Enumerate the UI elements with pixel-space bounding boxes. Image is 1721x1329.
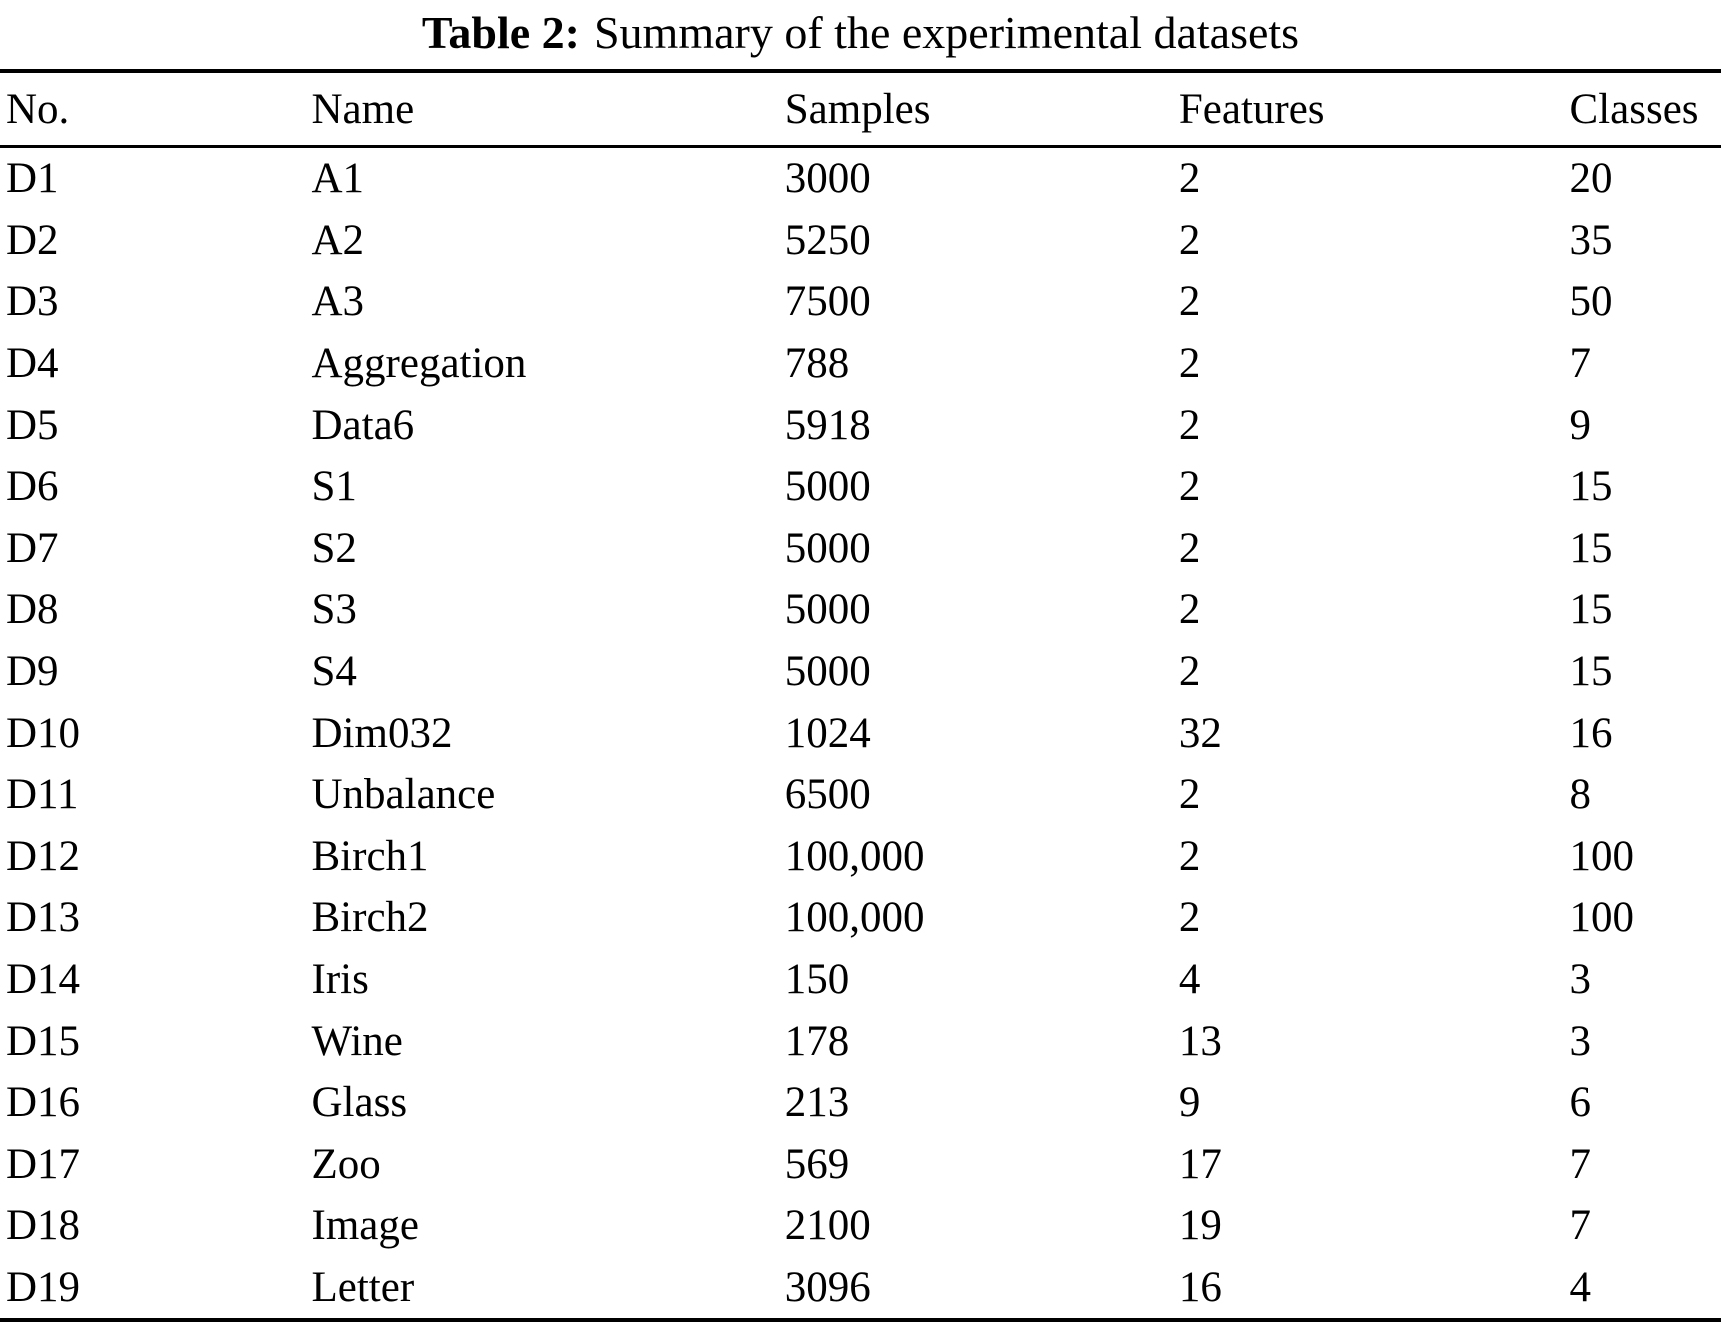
table-cell: 4 bbox=[1178, 956, 1201, 1004]
table-cell: 17 bbox=[1178, 1140, 1222, 1188]
table-cell: S1 bbox=[311, 463, 357, 511]
table-cell: 788 bbox=[784, 340, 850, 388]
table-cell: Aggregation bbox=[311, 340, 527, 388]
table-cell: D19 bbox=[6, 1263, 81, 1311]
table-cell: D13 bbox=[6, 894, 81, 942]
header-row bbox=[0, 71, 1721, 147]
table-cell: 5918 bbox=[784, 401, 871, 449]
table-cell: 15 bbox=[1569, 524, 1613, 572]
table-cell: Unbalance bbox=[311, 771, 496, 819]
table-caption bbox=[0, 0, 1721, 62]
table-cell: 4 bbox=[1569, 1263, 1592, 1311]
table-cell: 2 bbox=[1178, 648, 1201, 696]
table-cell: D12 bbox=[6, 832, 81, 880]
table-cell: Image bbox=[311, 1202, 419, 1250]
table-cell: 5000 bbox=[784, 463, 871, 511]
table-row bbox=[0, 394, 1721, 456]
table-cell: 15 bbox=[1569, 463, 1613, 511]
table-cell: 3000 bbox=[784, 155, 871, 203]
table-row bbox=[0, 579, 1721, 641]
table-cell: Birch2 bbox=[311, 894, 429, 942]
table-cell: 20 bbox=[1569, 155, 1613, 203]
table-cell: Zoo bbox=[311, 1140, 381, 1188]
table-cell: 2 bbox=[1178, 771, 1201, 819]
table-cell: 3 bbox=[1569, 956, 1592, 1004]
table-cell: 2 bbox=[1178, 340, 1201, 388]
table-cell: 5000 bbox=[784, 524, 871, 572]
table-cell: D14 bbox=[6, 956, 81, 1004]
table-cell: 100 bbox=[1569, 832, 1635, 880]
table-row bbox=[0, 1072, 1721, 1134]
table-cell: 7 bbox=[1569, 1202, 1592, 1250]
table-row bbox=[0, 949, 1721, 1011]
table-row bbox=[0, 333, 1721, 395]
table-caption-label: Table 2: bbox=[421, 7, 580, 58]
table-cell: 569 bbox=[784, 1140, 850, 1188]
table-cell: 16 bbox=[1178, 1263, 1222, 1311]
table-cell: 2 bbox=[1178, 524, 1201, 572]
table-cell: 2 bbox=[1178, 401, 1201, 449]
table-cell: D11 bbox=[6, 771, 79, 819]
table-cell: 6 bbox=[1569, 1079, 1592, 1127]
datasets-table bbox=[0, 69, 1721, 1322]
table-cell: 3 bbox=[1569, 1017, 1592, 1065]
table-cell: 35 bbox=[1569, 216, 1613, 264]
table-row bbox=[0, 1195, 1721, 1257]
table-row bbox=[0, 1257, 1721, 1321]
table-cell: 9 bbox=[1178, 1079, 1201, 1127]
table-row bbox=[0, 826, 1721, 888]
table-row bbox=[0, 518, 1721, 580]
table-cell: 8 bbox=[1569, 771, 1592, 819]
table-row bbox=[0, 887, 1721, 949]
table-cell: 5000 bbox=[784, 586, 871, 634]
table-cell: Glass bbox=[311, 1079, 408, 1127]
table-cell: 100 bbox=[1569, 894, 1635, 942]
table-cell: Iris bbox=[311, 956, 369, 1004]
table-cell: D5 bbox=[6, 401, 59, 449]
table-cell: 15 bbox=[1569, 648, 1613, 696]
table-cell: 2 bbox=[1178, 832, 1201, 880]
table-cell: D17 bbox=[6, 1140, 81, 1188]
table-row bbox=[0, 764, 1721, 826]
table-cell: D10 bbox=[6, 709, 81, 757]
table-row bbox=[0, 147, 1721, 210]
table-cell: D1 bbox=[6, 155, 59, 203]
table-cell: 2 bbox=[1178, 155, 1201, 203]
table-cell: D9 bbox=[6, 648, 59, 696]
table-cell: A1 bbox=[311, 155, 365, 203]
table-body bbox=[0, 147, 1721, 1321]
table-cell: 16 bbox=[1569, 709, 1613, 757]
table-cell: D16 bbox=[6, 1079, 81, 1127]
table-row bbox=[0, 210, 1721, 272]
table-cell: D15 bbox=[6, 1017, 81, 1065]
table-cell: Dim032 bbox=[311, 709, 453, 757]
table-cell: Wine bbox=[311, 1017, 403, 1065]
table-cell: 9 bbox=[1569, 401, 1592, 449]
table-row bbox=[0, 271, 1721, 333]
column-header-samples: Samples bbox=[785, 71, 1179, 147]
table-cell: 15 bbox=[1569, 586, 1613, 634]
table-cell: 100,000 bbox=[784, 894, 925, 942]
table-cell: 19 bbox=[1178, 1202, 1222, 1250]
table-cell: Birch1 bbox=[311, 832, 429, 880]
table-cell: 32 bbox=[1178, 709, 1222, 757]
table-cell: D2 bbox=[6, 216, 59, 264]
table-row bbox=[0, 1134, 1721, 1196]
table-row bbox=[0, 1010, 1721, 1072]
table-cell: 100,000 bbox=[784, 832, 925, 880]
table-cell: S3 bbox=[311, 586, 357, 634]
table-cell: 2 bbox=[1178, 894, 1201, 942]
table-cell: 13 bbox=[1178, 1017, 1222, 1065]
table-cell: 150 bbox=[784, 956, 850, 1004]
table-caption-text: Summary of the experimental datasets bbox=[593, 7, 1300, 58]
table-cell: 7 bbox=[1569, 1140, 1592, 1188]
table-cell: A2 bbox=[311, 216, 365, 264]
table-row bbox=[0, 641, 1721, 703]
table-cell: 6500 bbox=[784, 771, 871, 819]
table-cell: 2 bbox=[1178, 216, 1201, 264]
table-cell: 7 bbox=[1569, 340, 1592, 388]
table-cell: Data6 bbox=[311, 401, 415, 449]
table-cell: 178 bbox=[784, 1017, 850, 1065]
table-cell: 2100 bbox=[784, 1202, 871, 1250]
column-header-classes: Classes bbox=[1570, 71, 1721, 147]
table-cell: 1024 bbox=[784, 709, 871, 757]
table-cell: 2 bbox=[1178, 278, 1201, 326]
column-header-name: Name bbox=[312, 71, 785, 147]
column-header-features: Features bbox=[1179, 71, 1570, 147]
table-cell: A3 bbox=[311, 278, 365, 326]
table-row bbox=[0, 456, 1721, 518]
table-cell: 50 bbox=[1569, 278, 1613, 326]
table-cell: 5250 bbox=[784, 216, 871, 264]
column-header-no: No. bbox=[0, 71, 312, 147]
table-cell: 213 bbox=[784, 1079, 850, 1127]
table-cell: 7500 bbox=[784, 278, 871, 326]
table-cell: S2 bbox=[311, 524, 357, 572]
table-cell: Letter bbox=[311, 1263, 415, 1311]
table-cell: D3 bbox=[6, 278, 59, 326]
table-cell: D7 bbox=[6, 524, 59, 572]
table-row bbox=[0, 702, 1721, 764]
table-cell: 2 bbox=[1178, 586, 1201, 634]
table-cell: D18 bbox=[6, 1202, 81, 1250]
table-cell: D4 bbox=[6, 340, 59, 388]
table-cell: S4 bbox=[311, 648, 357, 696]
table-cell: 2 bbox=[1178, 463, 1201, 511]
table-cell: D6 bbox=[6, 463, 59, 511]
table-cell: 3096 bbox=[784, 1263, 871, 1311]
table-cell: D8 bbox=[6, 586, 59, 634]
table-cell: 5000 bbox=[784, 648, 871, 696]
